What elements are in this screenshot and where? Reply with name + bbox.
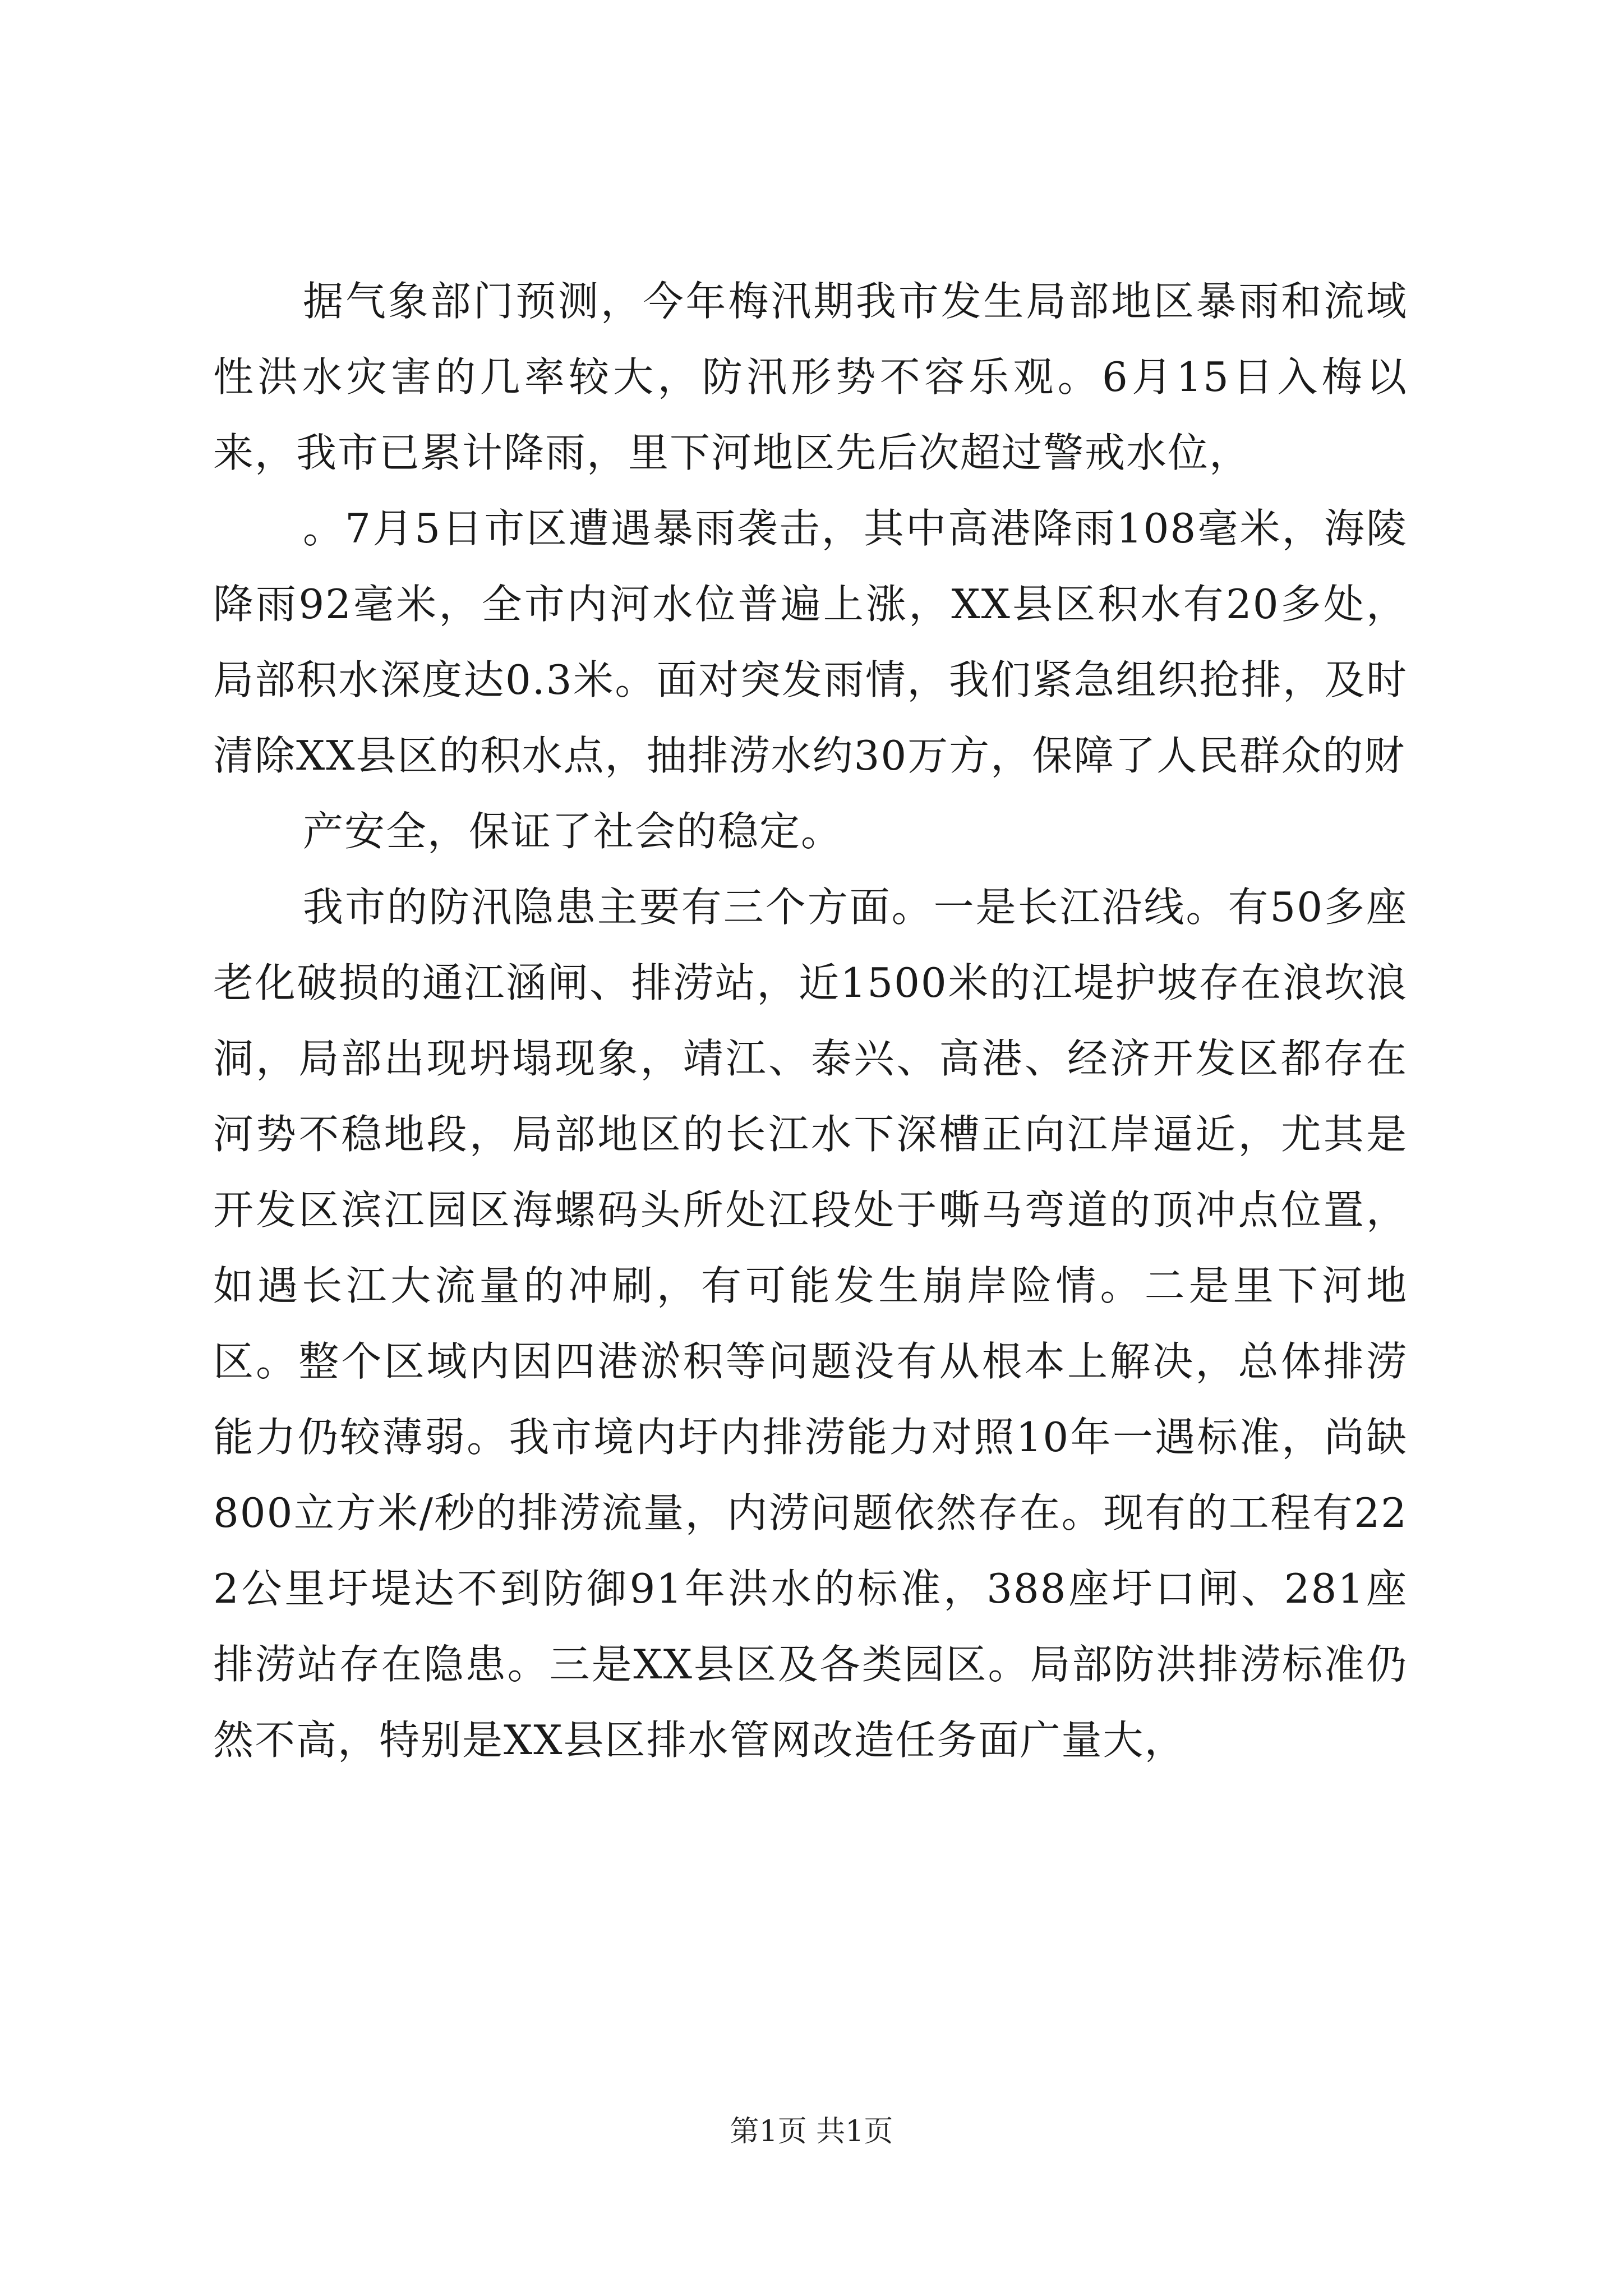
paragraph-rainstorm: 。7月5日市区遭遇暴雨袭击，其中高港降雨108毫米，海陵降雨92毫米，全市内河水位普遍上涨，XX县区积水有20多处，局部积水深度达0.3米。面对突发雨情，我们紧急组织抢排，及时清除XX县区的积水点，抽排涝水约30万方，保障了人民群众的财 [213, 505, 1408, 779]
paragraph-safety: 产安全，保证了社会的稳定。 [303, 808, 843, 855]
document-body [213, 264, 1408, 1778]
paragraph-forecast: 据气象部门预测，今年梅汛期我市发生局部地区暴雨和流域性洪水灾害的几率较大，防汛形势不容乐观。6月15日入梅以来，我市已累计降雨，里下河地区先后次超过警戒水位， [213, 278, 1408, 476]
paragraph-hazards: 我市的防汛隐患主要有三个方面。一是长江沿线。有50多座老化破损的通江涵闸、排涝站，近1500米的江堤护坡存在浪坎浪洞，局部出现坍塌现象，靖江、泰兴、高港、经济开发区都存在河势不稳地段，局部地区的长江水下深槽正向江岸逼近，尤其是开发区滨江园区海螺码头所处江段处于嘶马弯道的顶冲点位置，如遇长江大流量的冲刷，有可能发生崩岸险情。二是里下河地区。整个区域内因四港淤积等问题没有从根本上解决，总体排涝能力仍较薄弱。我市境内圩内排涝能力对照10年一遇标准，尚缺800立方米/秒的排涝流量，内涝问题依然存在。现有的工程有222公里圩堤达不到防御91年洪水的标准，388座圩口闸、281座排涝站存在隐患。三是XX县区及各类园区。局部防洪排涝标准仍然不高，特别是XX县区排水管网改造任务面广量大， [213, 884, 1408, 1764]
page-footer: 第1页 共1页 [730, 2115, 893, 2148]
